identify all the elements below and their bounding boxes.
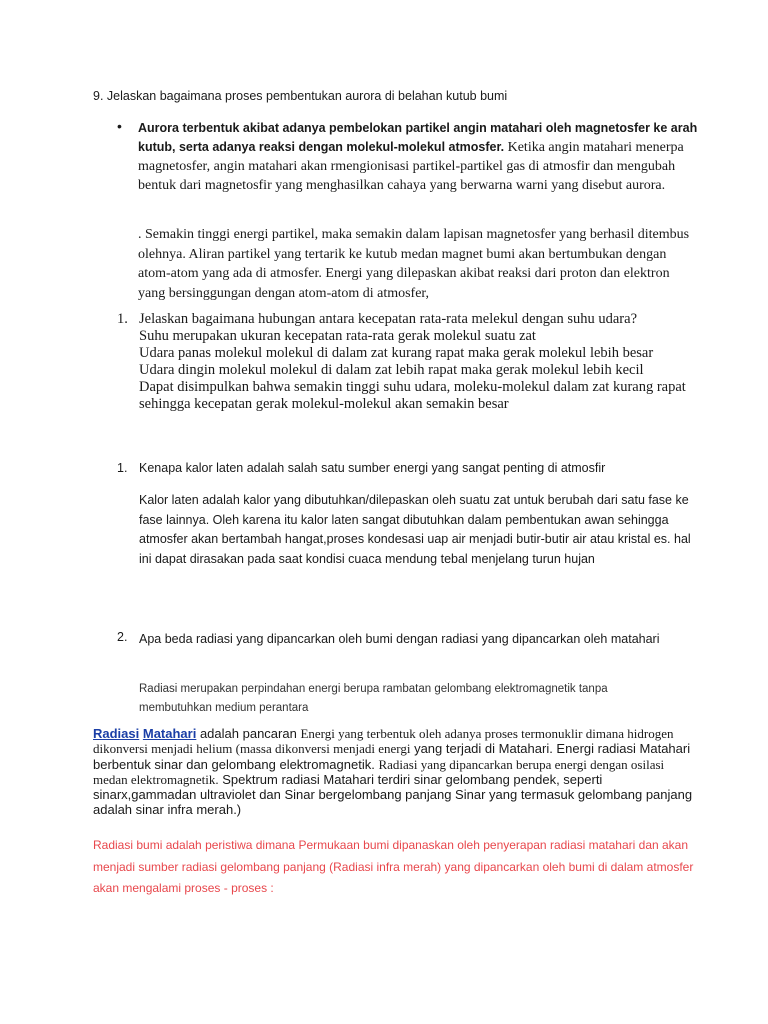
radiasi-question: Apa beda radiasi yang dipancarkan oleh bumi dengan radiasi yang dipancarkan oleh matahari — [139, 632, 660, 646]
radiasi-bumi-paragraph: Radiasi bumi adalah peristiwa dimana Permukaan bumi dipanaskan oleh penyerapan radiasi matahari dan akan menjadi sumber radiasi gelombang panjang (Radiasi infra merah) yang dipancarkan oleh bumi di dalam atmosfer akan mengalami proses - proses : — [93, 838, 694, 895]
suhu-answer-line: Dapat disimpulkan bahwa semakin tinggi suhu udara, moleku-molekul dalam zat kurang rapat sehingga kecepatan gerak molekul-molekul akan semakin besar — [139, 379, 686, 412]
para-text: Spektrum radiasi Matahari terdiri sinar gelombang pendek, seperti sinarx,gammadan ultraviolet dan Sinar bergelombang panjang Sinar yang termasuk gelombang panjang adalah sinar infra merah.) — [93, 771, 693, 818]
suhu-question: Jelaskan bagaimana hubungan antara kecepatan rata-rata melekul dengan suhu udara? — [139, 311, 637, 327]
kalor-question: Kenapa kalor laten adalah salah satu sumber energi yang sangat penting di atmosfir — [139, 461, 606, 475]
matahari-link[interactable]: Matahari — [142, 726, 197, 741]
para-text: adalah pancaran — [196, 726, 301, 741]
aurora-bold-text: Aurora terbentuk akibat adanya pembelokan partikel angin matahari oleh magnetosfer ke arah kutub, serta adanya reaksi dengan molekul-molekul atmosfer. — [138, 121, 698, 154]
para-text: yang terjadi di Matahari. Energi radiasi Matahari berbentuk sinar dan gelombang elektromagnetik. — [93, 741, 691, 772]
bullet-marker: • — [117, 118, 122, 134]
kalor-answer: Kalor laten adalah kalor yang dibutuhkan/dilepaskan oleh suatu zat untuk berubah dari satu fase ke fase lainnya. Oleh karena itu kalor laten sangat dibutuhkan dalam pembentukan awan sehingga atmosfer akan bertambah hangat,proses kondesasi uap air menjadi butir-butir air atau kristal es. hal ini dapat dirasakan pada saat kondisi cuaca mendung tebal menjelang turun hujan — [139, 493, 691, 566]
para-text: Energi yang terbentuk oleh adanya proses termonuklir dimana hidrogen dikonversi menjadi helium (massa dikonversi menjadi energi — [93, 726, 674, 757]
aurora-paragraph — [138, 119, 698, 195]
radiasi-matahari-paragraph — [93, 726, 693, 818]
aurora-paragraph-2: . Semakin tinggi energi partikel, maka semakin dalam lapisan magnetosfer yang berhasil ditembus olehnya. Aliran partikel yang tertarik ke kutub medan magnet bumi akan bertumbukan dengan atom-atom yang ada di atmosfer. Energi yang dilepaskan akibat reaksi dari proton dan elektron yang bersinggungan dengan atom-atom di atmosfer, — [138, 227, 690, 301]
radiasi-link[interactable]: Radiasi — [93, 726, 140, 741]
suhu-answer-line: Udara panas molekul molekul di dalam zat kurang rapat maka gerak molekul lebih besar — [139, 345, 654, 361]
para-text: Radiasi yang dipancarkan berupa energi dengan osilasi medan elektromagnetik. — [93, 756, 665, 787]
kalor-number: 1. — [117, 461, 128, 475]
aurora-rest-text: Ketika angin matahari menerpa magnetosfer, angin matahari akan rmengionisasi partikel-partikel gas di atmosfir dan mengubah bentuk dari magnetosfir yang menghasilkan cahaya yang berwarna warni yang disebut aurora. — [138, 140, 684, 193]
radiasi-answer: Radiasi merupakan perpindahan energi berupa rambatan gelombang elektromagnetik tanpa membutuhkan medium perantara — [139, 683, 608, 714]
suhu-block — [139, 311, 699, 413]
suhu-number: 1. — [117, 311, 128, 327]
suhu-answer-line: Suhu merupakan ukuran kecepatan rata-rata gerak molekul suatu zat — [139, 328, 536, 344]
suhu-answer-line: Udara dingin molekul molekul di dalam zat lebih rapat maka gerak molekul lebih kecil — [139, 362, 644, 378]
question-9-heading: 9. Jelaskan bagaimana proses pembentukan aurora di belahan kutub bumi — [93, 89, 508, 103]
radiasi-number: 2. — [117, 630, 128, 644]
